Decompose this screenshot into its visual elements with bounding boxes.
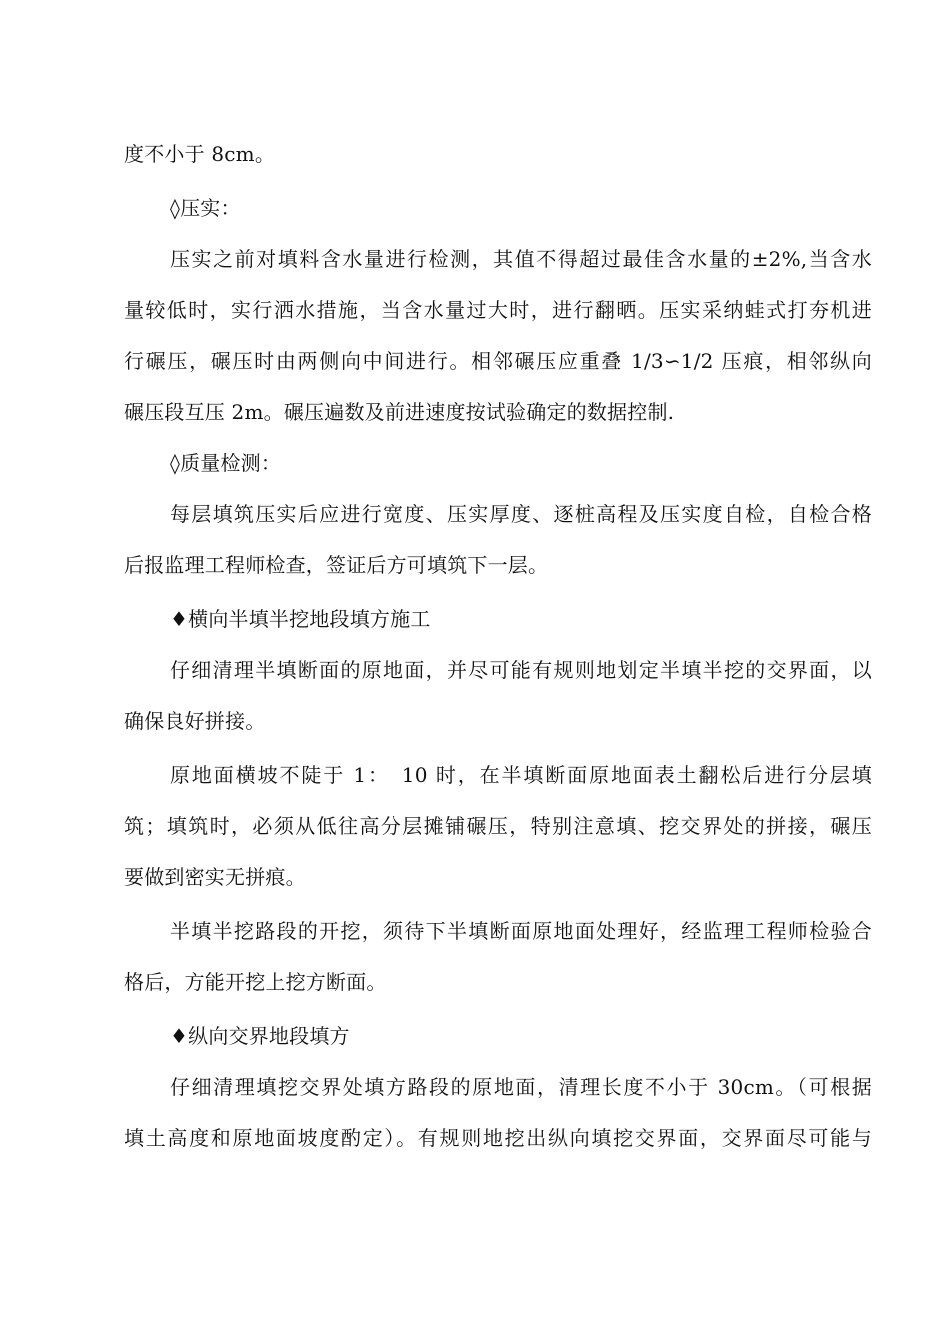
text-line: 压实之前对填料含水量进行检测，其值不得超过最佳含水量的±2%,当含水 <box>170 247 872 271</box>
text-line: 每层填筑压实后应进行宽度、压实厚度、逐桩高程及压实度自检，自检合格 <box>170 502 872 526</box>
text-line: 格后，方能开挖上挖方断面。 <box>124 970 387 994</box>
text-line: 原地面横坡不陡于 1： 10 时，在半填断面原地面表土翻松后进行分层填 <box>170 763 872 787</box>
text-line: 碾压段互压 2m。碾压遍数及前进速度按试验确定的数据控制. <box>124 400 675 424</box>
text-line: 填土高度和原地面坡度酌定）。有规则地挖出纵向填挖交界面，交界面尽可能与 <box>124 1126 872 1150</box>
text-line: 确保良好拼接。 <box>124 709 266 733</box>
text-line: 仔细清理填挖交界处填方路段的原地面，清理长度不小于 30cm。（可根据 <box>170 1075 872 1099</box>
section-heading-quality-check: ◊质量检测： <box>170 451 282 475</box>
section-heading-longitudinal-fill: ♦纵向交界地段填方 <box>170 1024 350 1048</box>
text-line: 筑；填筑时，必须从低往高分层摊铺碾压，特别注意填、挖交界处的拼接，碾压 <box>124 814 872 838</box>
text-line: 行碾压，碾压时由两侧向中间进行。相邻碾压应重叠 1/3∽1/2 压痕，相邻纵向 <box>124 349 872 373</box>
text-line: 要做到密实无拼痕。 <box>124 865 306 889</box>
text-line: 量较低时，实行洒水措施，当含水量过大时，进行翻晒。压实采纳蛙式打夯机进 <box>124 298 872 322</box>
text-line: 度不小于 8cm。 <box>124 142 276 166</box>
section-heading-transverse-fill: ♦横向半填半挖地段填方施工 <box>170 607 431 631</box>
text-line: 仔细清理半填断面的原地面，并尽可能有规则地划定半填半挖的交界面，以 <box>170 658 872 682</box>
section-heading-compaction: ◊压实： <box>170 196 241 220</box>
text-line: 半填半挖路段的开挖，须待下半填断面原地面处理好，经监理工程师检验合 <box>170 919 872 943</box>
text-line: 后报监理工程师检查，签证后方可填筑下一层。 <box>124 553 549 577</box>
